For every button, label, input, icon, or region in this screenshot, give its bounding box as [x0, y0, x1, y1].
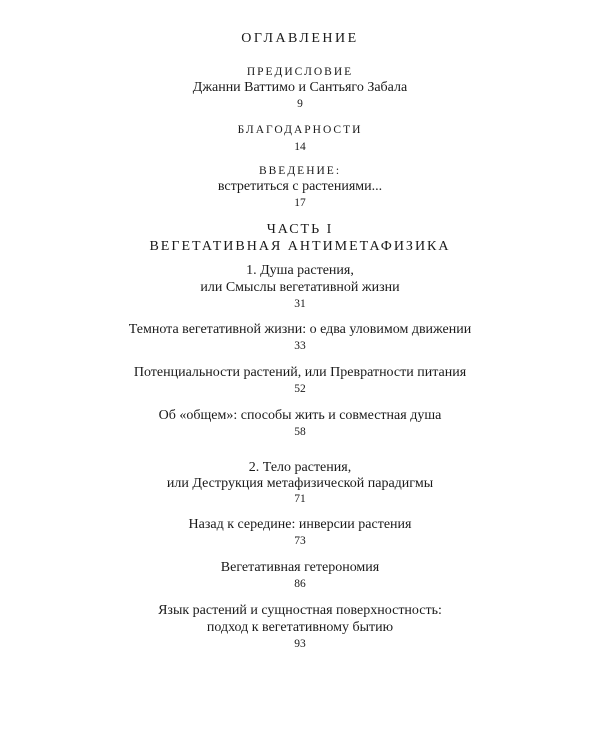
toc-entry-page: 33 [294, 340, 306, 352]
toc-entry-page: 73 [294, 535, 306, 547]
toc-entry-page: 58 [294, 426, 306, 438]
toc-entry-line1: Темнота вегетативной жизни: о едва уловимом движении [128, 322, 472, 337]
toc-entry-line2: или Смыслы вегетативной жизни [200, 280, 400, 295]
toc-entry-line1: Назад к середине: инверсии растения [188, 517, 412, 532]
intro-subtitle: встретиться с растениями... [217, 179, 383, 194]
toc-entry-page: 86 [294, 578, 306, 590]
toc-entry-line1: 1. Душа растения, [246, 263, 354, 278]
toc-entry-page: 52 [294, 383, 306, 395]
foreword-authors: Джанни Ваттимо и Сантьяго Забала [192, 80, 408, 95]
toc-title: ОГЛАВЛЕНИЕ [241, 31, 359, 46]
part-label: ЧАСТЬ I [266, 222, 334, 237]
intro-page: 17 [294, 197, 306, 209]
thanks-page: 14 [294, 141, 306, 153]
toc-entry-line2: или Деструкция метафизической парадигмы [166, 476, 434, 491]
toc-entry-line1: Об «общем»: способы жить и совместная душа [158, 408, 442, 423]
toc-entry-page: 31 [294, 298, 306, 310]
toc-entry-line1: Потенциальности растений, или Превратности питания [133, 365, 467, 380]
foreword-page: 9 [297, 98, 303, 110]
thanks-heading: БЛАГОДАРНОСТИ [237, 124, 363, 136]
part-title: ВЕГЕТАТИВНАЯ АНТИМЕТАФИЗИКА [149, 239, 451, 254]
toc-entry-page: 71 [294, 493, 306, 505]
toc-entry-line1: Вегетативная гетерономия [220, 560, 380, 575]
foreword-heading: ПРЕДИСЛОВИЕ [246, 66, 354, 78]
toc-entry-line1: Язык растений и сущностная поверхностность: [158, 603, 442, 618]
intro-heading: ВВЕДЕНИЕ: [258, 165, 342, 177]
toc-entry-line2: подход к вегетативному бытию [206, 620, 394, 635]
toc-entry-line1: 2. Тело растения, [248, 460, 352, 475]
toc-entry-page: 93 [294, 638, 306, 650]
